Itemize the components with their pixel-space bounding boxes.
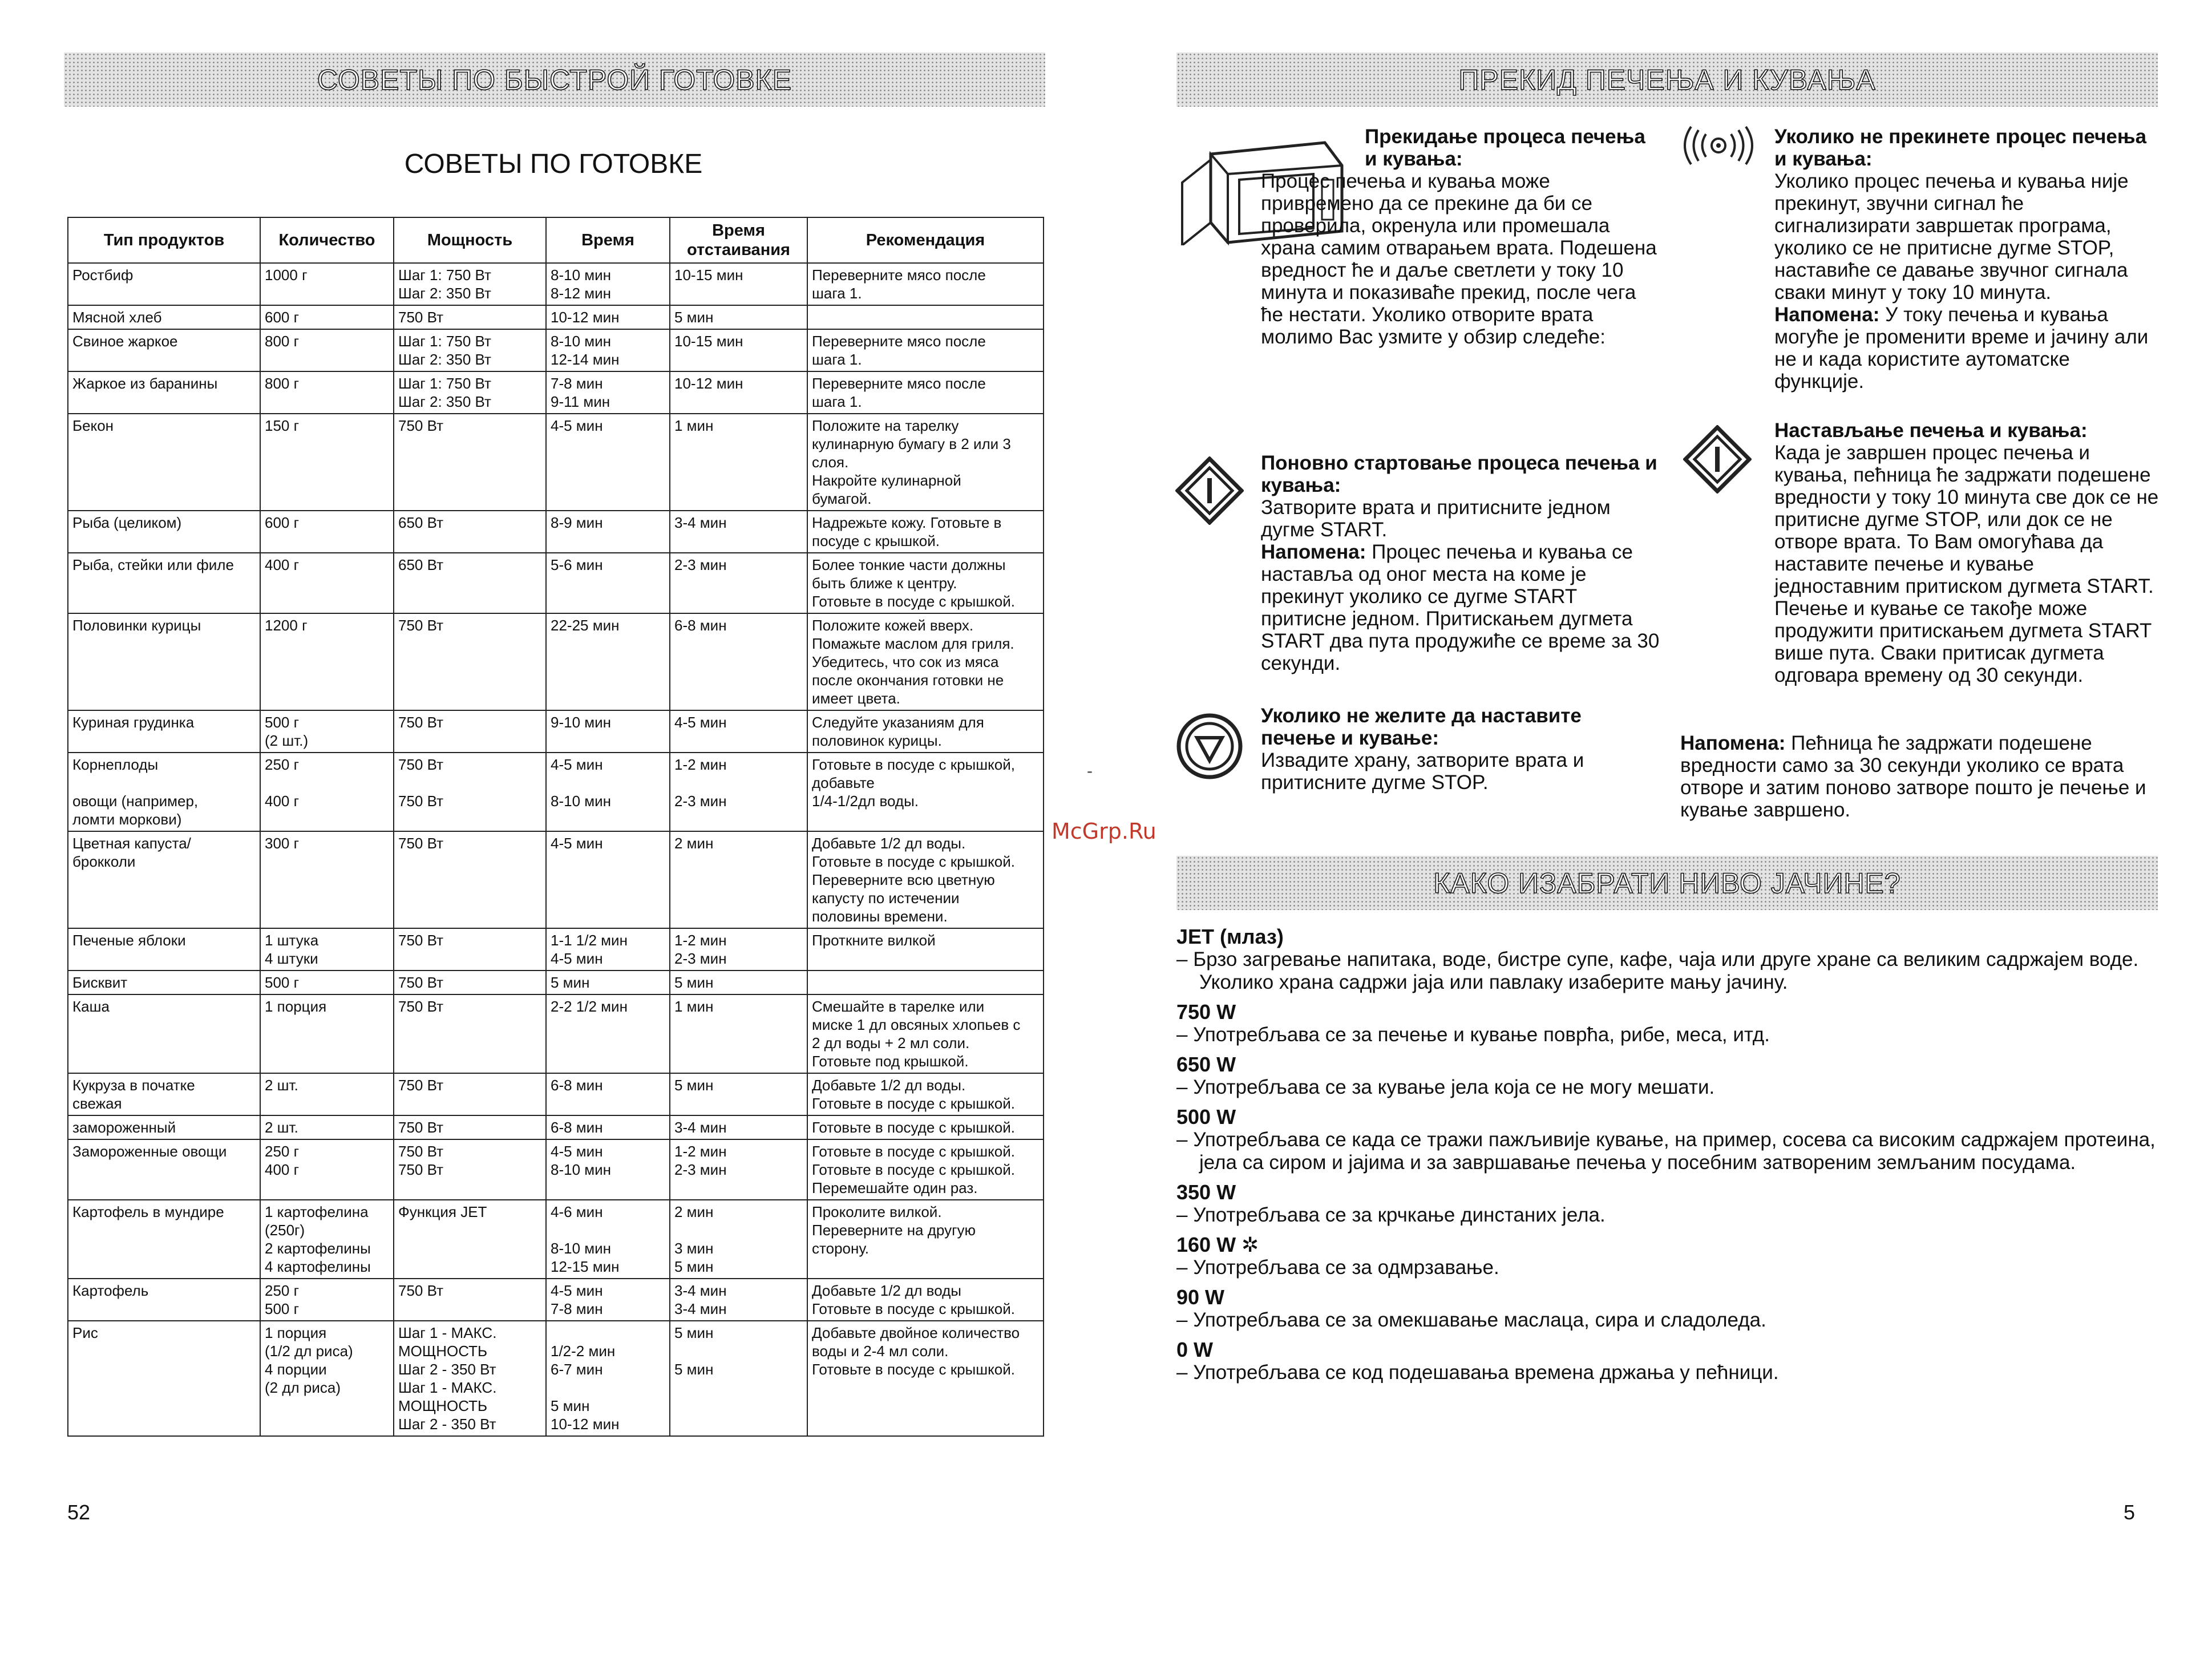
table-cell: 750 Вт bbox=[394, 1073, 546, 1115]
table-cell: Шаг 1: 750 Вт Шаг 2: 350 Вт bbox=[394, 263, 546, 305]
table-cell: 3-4 мин 3-4 мин bbox=[670, 1279, 807, 1321]
table-cell: 600 г bbox=[260, 305, 394, 329]
table-row bbox=[68, 1115, 1044, 1139]
power-level-title: 350 W bbox=[1176, 1180, 1236, 1204]
power-level-title: 160 W ✲ bbox=[1176, 1233, 1259, 1256]
table-cell: 3-4 мин bbox=[670, 1115, 807, 1139]
table-cell: 250 г 400 г bbox=[260, 1139, 394, 1200]
table-cell: 750 Вт bbox=[394, 613, 546, 710]
power-level-text: – Употребљава се код подешавања времена држања у пећници. bbox=[1176, 1361, 1779, 1384]
restart-note-label: Напомена: bbox=[1261, 541, 1366, 563]
power-level-title: 650 W bbox=[1176, 1053, 1236, 1076]
table-cell: Готовьте в посуде с крышкой, добавьте 1/4-1/2дл воды. bbox=[807, 753, 1044, 831]
table-cell: 1-2 мин 2-3 мин bbox=[670, 753, 807, 831]
table-row bbox=[68, 1200, 1044, 1279]
table-row bbox=[68, 710, 1044, 753]
table-cell: 300 г bbox=[260, 831, 394, 928]
table-cell: Кукруза в початке свежая bbox=[68, 1073, 260, 1115]
table-cell: Добавьте 1/2 дл воды. Готовьте в посуде с крышкой. Переверните всю цветную капусту по истечении половины времени. bbox=[807, 831, 1044, 928]
table-cell: Жаркое из баранины bbox=[68, 371, 260, 414]
table-header-cell: Время bbox=[546, 217, 670, 263]
continue-body: Када је завршен процес печења и кувања, пећница ће задржати подешене вредности у току 10 минута све док се не притисне дугме STOP, или док се не отворе врата. То Вам омогућава да наставите печење и кување једноставним притиском дугмета START. Печење и кување се такође може продужити притискањем дугмета START више пута. Сваки притисак дугмета одговара времену од 30 секунди. bbox=[1774, 442, 2159, 686]
site-watermark[interactable]: McGrp.Ru bbox=[1052, 819, 1156, 844]
power-levels-list bbox=[1176, 925, 2158, 1384]
right-banner-title: ПРЕКИД ПЕЧЕЊА И КУВАЊА bbox=[1458, 63, 1876, 96]
table-row bbox=[68, 1279, 1044, 1321]
table-cell: 250 г 400 г bbox=[260, 753, 394, 831]
table-cell: 1-2 мин 2-3 мин bbox=[670, 1139, 807, 1200]
table-row bbox=[68, 928, 1044, 970]
table-cell: 5 мин bbox=[670, 305, 807, 329]
table-cell: 3-4 мин bbox=[670, 511, 807, 553]
page-number-left: 52 bbox=[67, 1501, 91, 1524]
table-row bbox=[68, 414, 1044, 511]
table-cell: Проткните вилкой bbox=[807, 928, 1044, 970]
table-subtitle: СОВЕТЫ ПО ГОТОВКЕ bbox=[404, 149, 703, 179]
table-cell: 4-5 мин bbox=[546, 414, 670, 511]
table-cell: Бисквит bbox=[68, 970, 260, 994]
table-cell: 750 Вт bbox=[394, 831, 546, 928]
table-cell: 250 г 500 г bbox=[260, 1279, 394, 1321]
table-cell: 2-3 мин bbox=[670, 553, 807, 613]
table-cell: 1 мин bbox=[670, 994, 807, 1073]
continue-note-text: Пећница ће задржати подешене вредности само за 30 секунди уколико се врата отворе и затим поново затворе пошто је печење и кување завршено. bbox=[1680, 732, 2146, 821]
table-row bbox=[68, 994, 1044, 1073]
power-level-title: JET (млаз) bbox=[1176, 925, 1284, 948]
table-cell: 400 г bbox=[260, 553, 394, 613]
table-row bbox=[68, 831, 1044, 928]
power-level-text: – Употребљава се за кување јела која се не могу мешати. bbox=[1176, 1076, 1715, 1098]
stop-title: Уколико не желите да наставите печење и кување: bbox=[1261, 705, 1582, 749]
continue-note bbox=[1680, 732, 2160, 821]
table-cell: 9-10 мин bbox=[546, 710, 670, 753]
continue-section bbox=[1774, 419, 2162, 686]
no-interrupt-section bbox=[1774, 126, 2162, 393]
no-interrupt-note: У току печења и кувања могуће је променити време и јачину али не и када користите аутоматске функције. bbox=[1774, 304, 2149, 393]
restart-body: Затворите врата и притисните једном дугме START. bbox=[1261, 496, 1611, 541]
table-cell: 2 шт. bbox=[260, 1115, 394, 1139]
table-cell: 750 Вт bbox=[394, 305, 546, 329]
table-cell: Положите кожей вверх. Помажьте маслом для гриля. Убедитесь, что сок из мяса после окончания готовки не имеет цвета. bbox=[807, 613, 1044, 710]
table-cell: Рис bbox=[68, 1321, 260, 1436]
power-level-title: 0 W bbox=[1176, 1338, 1214, 1361]
table-cell: Рыба, стейки или филе bbox=[68, 553, 260, 613]
table-cell: 2 шт. bbox=[260, 1073, 394, 1115]
table-cell: 750 Вт bbox=[394, 414, 546, 511]
table-cell: 1 картофелина (250г) 2 картофелины 4 картофелины bbox=[260, 1200, 394, 1279]
table-cell: Готовьте в посуде с крышкой. Готовьте в посуде с крышкой. Перемешайте один раз. bbox=[807, 1139, 1044, 1200]
table-cell: Переверните мясо после шага 1. bbox=[807, 371, 1044, 414]
table-cell: Печеные яблоки bbox=[68, 928, 260, 970]
table-cell: 500 г bbox=[260, 970, 394, 994]
table-cell: 650 Вт bbox=[394, 553, 546, 613]
table-cell: 10-12 мин bbox=[670, 371, 807, 414]
table-header-cell: Количество bbox=[260, 217, 394, 263]
restart-section bbox=[1261, 452, 1660, 674]
table-cell: 1 штука 4 штуки bbox=[260, 928, 394, 970]
table-row bbox=[68, 305, 1044, 329]
table-row bbox=[68, 553, 1044, 613]
table-cell: 750 Вт bbox=[394, 1115, 546, 1139]
table-header-cell: Рекомендация bbox=[807, 217, 1044, 263]
center-mark: - bbox=[1087, 762, 1093, 781]
power-level-text: – Употребљава се када се тражи пажљивије кување, на пример, сосева са високим садржајем протеина, јела са сиром и јајима и за завршавање печења у посебним затвореним земљаним посудама. bbox=[1176, 1129, 2156, 1174]
table-cell: 22-25 мин bbox=[546, 613, 670, 710]
table-cell: 7-8 мин 9-11 мин bbox=[546, 371, 670, 414]
table-row bbox=[68, 371, 1044, 414]
table-cell: 4-5 мин 8-10 мин bbox=[546, 1139, 670, 1200]
table-cell: Надрежьте кожу. Готовьте в посуде с крышкой. bbox=[807, 511, 1044, 553]
table-cell: замороженный bbox=[68, 1115, 260, 1139]
table-cell: 1 порция (1/2 дл риса) 4 порции (2 дл риса) bbox=[260, 1321, 394, 1436]
left-banner bbox=[64, 52, 1045, 107]
power-banner-title: КАКО ИЗАБРАТИ НИВО ЈАЧИНЕ? bbox=[1433, 867, 1901, 899]
table-cell: 4-5 мин bbox=[670, 710, 807, 753]
table-cell: 1200 г bbox=[260, 613, 394, 710]
table-cell: 750 Вт bbox=[394, 970, 546, 994]
power-level-text: – Употребљава се за одмрзавање. bbox=[1176, 1256, 1499, 1279]
table-cell: 650 Вт bbox=[394, 511, 546, 553]
table-header-cell: Тип продуктов bbox=[68, 217, 260, 263]
table-row bbox=[68, 1073, 1044, 1115]
table-cell: 8-10 мин 8-12 мин bbox=[546, 263, 670, 305]
table-cell: 4-5 мин 8-10 мин bbox=[546, 753, 670, 831]
table-cell: 5 мин 5 мин bbox=[670, 1321, 807, 1436]
table-cell: 1-1 1/2 мин 4-5 мин bbox=[546, 928, 670, 970]
table-row bbox=[68, 970, 1044, 994]
table-row bbox=[68, 613, 1044, 710]
table-cell: Мясной хлеб bbox=[68, 305, 260, 329]
table-cell: Смешайте в тарелке или миске 1 дл овсяных хлопьев с 2 дл воды + 2 мл соли. Готовьте под крышкой. bbox=[807, 994, 1044, 1073]
table-cell: Функция JET bbox=[394, 1200, 546, 1279]
no-interrupt-note-label: Напомена: bbox=[1774, 304, 1880, 326]
table-cell: 150 г bbox=[260, 414, 394, 511]
table-cell: 750 Вт bbox=[394, 928, 546, 970]
table-cell: Шаг 1 - МАКС. МОЩНОСТЬ Шаг 2 - 350 Вт Шаг 1 - МАКС. МОЩНОСТЬ Шаг 2 - 350 Вт bbox=[394, 1321, 546, 1436]
left-banner-title: СОВЕТЫ ПО БЫСТРОЙ ГОТОВКЕ bbox=[317, 63, 792, 96]
table-cell: 750 Вт bbox=[394, 1279, 546, 1321]
table-cell: 2 мин bbox=[670, 831, 807, 928]
table-cell: 1-2 мин 2-3 мин bbox=[670, 928, 807, 970]
table-cell: Куриная грудинка bbox=[68, 710, 260, 753]
table-cell: Цветная капуста/ брокколи bbox=[68, 831, 260, 928]
table-header-cell: Время отстаивания bbox=[670, 217, 807, 263]
cooking-table bbox=[67, 217, 1044, 1437]
page-number-right: 5 bbox=[2124, 1501, 2136, 1524]
stop-body: Извадите храну, затворите врата и притисните дугме STOP. bbox=[1261, 749, 1584, 794]
table-header-cell: Мощность bbox=[394, 217, 546, 263]
table-cell: Шаг 1: 750 Вт Шаг 2: 350 Вт bbox=[394, 329, 546, 371]
table-cell: Ростбиф bbox=[68, 263, 260, 305]
power-banner bbox=[1176, 856, 2158, 910]
continue-start-icon bbox=[1683, 425, 1752, 494]
restart-note: Процес печења и кувања се наставља од оног места на коме је прекинут уколико се дугме START притисне једном. Притискањем дугмета START два пута продужиће се време за 30 секунди. bbox=[1261, 541, 1660, 674]
table-cell: 800 г bbox=[260, 329, 394, 371]
power-level-text: – Брзо загревање напитака, воде, бистре супе, кафе, чаја или друге хране са великим садржајем воде. Уколико храна садржи јаја или павлаку изаберите мању јачину. bbox=[1176, 948, 2139, 993]
table-cell: 750 Вт bbox=[394, 994, 546, 1073]
table-cell: 10-15 мин bbox=[670, 329, 807, 371]
table-cell: Добавьте 1/2 дл воды Готовьте в посуде с крышкой. bbox=[807, 1279, 1044, 1321]
power-level-title: 500 W bbox=[1176, 1105, 1236, 1129]
start-button-icon bbox=[1175, 456, 1244, 525]
table-row bbox=[68, 1321, 1044, 1436]
table-cell: 5 мин bbox=[670, 970, 807, 994]
table-cell: Положите на тарелку кулинарную бумагу в 2 или 3 слоя. Накройте кулинарной бумагой. bbox=[807, 414, 1044, 511]
table-cell: 4-6 мин 8-10 мин 12-15 мин bbox=[546, 1200, 670, 1279]
no-interrupt-title: Уколико не прекинете процес печења и кувања: bbox=[1774, 126, 2147, 170]
table-cell: 1000 г bbox=[260, 263, 394, 305]
table-cell: Добавьте двойное количество воды и 2-4 мл соли. Готовьте в посуде с крышкой. bbox=[807, 1321, 1044, 1436]
interrupt-body: Процес печења и кувања може привремено да се прекине да би се проверила, окренула или промешала храна самим отварањем врата. Подешена вредност ће и даље светлети у току 10 минута и показиваће прекид, после чега ће нестати. Уколико отворите врата молимо Вас узмите у обзир следеће: bbox=[1261, 170, 1657, 348]
stop-section bbox=[1261, 705, 1660, 794]
sound-signal-icon bbox=[1679, 126, 1758, 165]
table-cell: 4-5 мин bbox=[546, 831, 670, 928]
continue-note-label: Напомена: bbox=[1680, 732, 1786, 754]
table-cell: Следуйте указаниям для половинок курицы. bbox=[807, 710, 1044, 753]
table-cell: Свиное жаркое bbox=[68, 329, 260, 371]
table-cell: 6-8 мин bbox=[670, 613, 807, 710]
table-cell: 750 Вт 750 Вт bbox=[394, 753, 546, 831]
table-cell: 1 порция bbox=[260, 994, 394, 1073]
power-level-text: – Употребљава се за омекшавање маслаца, сира и сладоледа. bbox=[1176, 1309, 1766, 1331]
table-cell: Картофель bbox=[68, 1279, 260, 1321]
right-banner bbox=[1176, 52, 2158, 107]
interrupt-title: Прекидање процеса печења и кувања: bbox=[1365, 126, 1645, 170]
table-cell: Половинки курицы bbox=[68, 613, 260, 710]
table-cell: 500 г (2 шт.) bbox=[260, 710, 394, 753]
table-cell: Замороженные овощи bbox=[68, 1139, 260, 1200]
power-level-title: 90 W bbox=[1176, 1285, 1225, 1309]
table-cell: Готовьте в посуде с крышкой. bbox=[807, 1115, 1044, 1139]
table-cell: 6-8 мин bbox=[546, 1073, 670, 1115]
table-cell: 1 мин bbox=[670, 414, 807, 511]
table-cell: Шаг 1: 750 Вт Шаг 2: 350 Вт bbox=[394, 371, 546, 414]
table-cell: 750 Вт bbox=[394, 710, 546, 753]
power-level-title: 750 W bbox=[1176, 1000, 1236, 1024]
table-cell: Картофель в мундире bbox=[68, 1200, 260, 1279]
table-header-row bbox=[68, 217, 1044, 263]
table-cell bbox=[807, 305, 1044, 329]
stop-button-icon bbox=[1175, 712, 1244, 781]
table-cell: Переверните мясо после шага 1. bbox=[807, 329, 1044, 371]
table-row bbox=[68, 1139, 1044, 1200]
table-cell: 750 Вт 750 Вт bbox=[394, 1139, 546, 1200]
continue-title: Настављање печења и кувања: bbox=[1774, 419, 2088, 442]
table-cell: 5 мин bbox=[670, 1073, 807, 1115]
table-row bbox=[68, 263, 1044, 305]
table-cell: Добавьте 1/2 дл воды. Готовьте в посуде с крышкой. bbox=[807, 1073, 1044, 1115]
power-level-text: – Употребљава се за крчкање динстаних јела. bbox=[1176, 1204, 1606, 1226]
table-cell: 5-6 мин bbox=[546, 553, 670, 613]
table-cell: 10-15 мин bbox=[670, 263, 807, 305]
table-cell: 8-9 мин bbox=[546, 511, 670, 553]
table-cell: 800 г bbox=[260, 371, 394, 414]
table-row bbox=[68, 329, 1044, 371]
table-cell bbox=[807, 970, 1044, 994]
table-cell: 5 мин bbox=[546, 970, 670, 994]
table-cell: 2-2 1/2 мин bbox=[546, 994, 670, 1073]
no-interrupt-body: Уколико процес печења и кувања није прекинут, звучни сигнал ће сигнализирати завршетак програма, уколико се не притисне дугме STOP, наставиће се давање звучног сигнала сваки минут у току 10 минута. bbox=[1774, 170, 2129, 304]
table-row bbox=[68, 511, 1044, 553]
table-cell: 600 г bbox=[260, 511, 394, 553]
table-cell: Каша bbox=[68, 994, 260, 1073]
restart-title: Поновно стартовање процеса печења и кувања: bbox=[1261, 452, 1657, 496]
table-cell: Рыба (целиком) bbox=[68, 511, 260, 553]
table-cell: 8-10 мин 12-14 мин bbox=[546, 329, 670, 371]
table-cell: Переверните мясо после шага 1. bbox=[807, 263, 1044, 305]
table-row bbox=[68, 753, 1044, 831]
table-cell: 6-8 мин bbox=[546, 1115, 670, 1139]
power-level-text: – Употребљава се за печење и кување поврћа, рибе, меса, итд. bbox=[1176, 1024, 1770, 1046]
table-body bbox=[68, 263, 1044, 1436]
table-cell: Более тонкие части должны быть ближе к центру. Готовьте в посуде с крышкой. bbox=[807, 553, 1044, 613]
table-cell: 10-12 мин bbox=[546, 305, 670, 329]
table-cell: 2 мин 3 мин 5 мин bbox=[670, 1200, 807, 1279]
table-cell: Корнеплоды овощи (например, ломти моркови) bbox=[68, 753, 260, 831]
table-cell: 4-5 мин 7-8 мин bbox=[546, 1279, 670, 1321]
table-cell: Проколите вилкой. Переверните на другую сторону. bbox=[807, 1200, 1044, 1279]
table-cell: Бекон bbox=[68, 414, 260, 511]
table-cell: 1/2-2 мин 6-7 мин 5 мин 10-12 мин bbox=[546, 1321, 670, 1436]
